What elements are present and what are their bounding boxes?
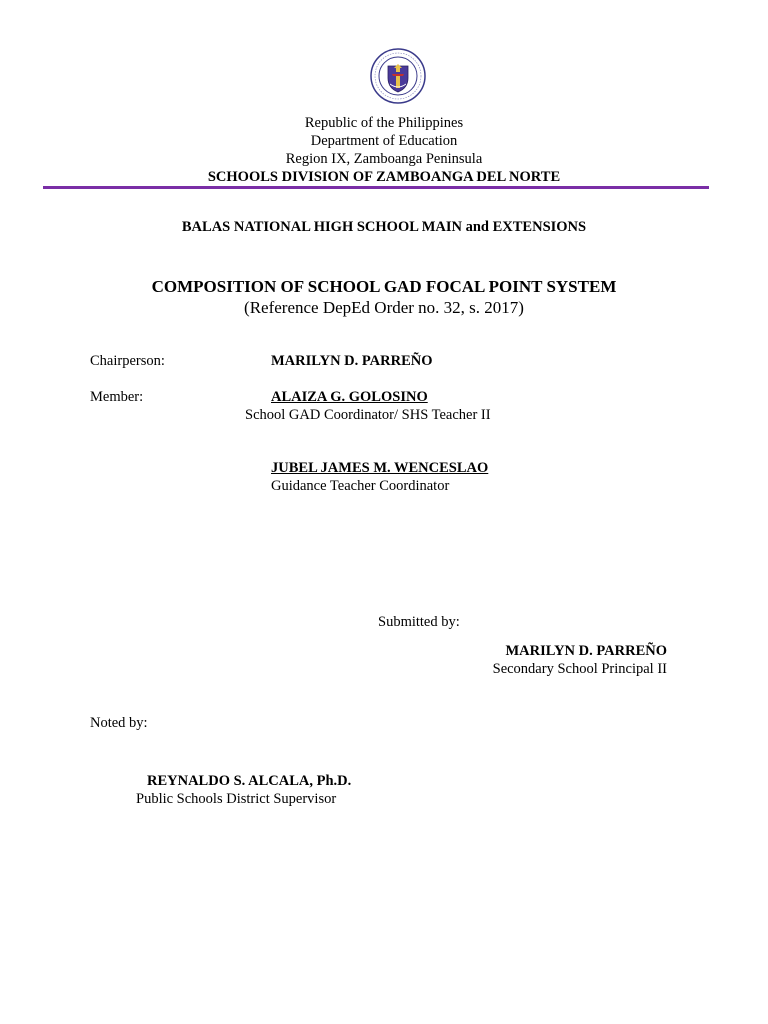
chairperson-label: Chairperson: <box>90 353 165 369</box>
school-name: BALAS NATIONAL HIGH SCHOOL MAIN and EXTENSIONS <box>181 219 587 235</box>
submitted-by-label: Submitted by: <box>378 614 460 630</box>
submitter-name: MARILYN D. PARREÑO <box>505 643 667 659</box>
member-role: Guidance Teacher Coordinator <box>271 478 450 494</box>
noted-by-label: Noted by: <box>90 715 148 731</box>
document-subtitle: (Reference DepEd Order no. 32, s. 2017) <box>244 298 524 317</box>
member-label: Member: <box>90 389 144 405</box>
header-region: Region IX, Zamboanga Peninsula <box>285 151 483 167</box>
member-name: ALAIZA G. GOLOSINO <box>271 389 428 405</box>
noter-role: Public Schools District Supervisor <box>136 791 337 807</box>
chairperson-name: MARILYN D. PARREÑO <box>271 353 433 369</box>
header-department: Department of Education <box>310 133 458 149</box>
member-name: JUBEL JAMES M. WENCESLAO <box>271 460 489 476</box>
document-title: COMPOSITION OF SCHOOL GAD FOCAL POINT SYSTEM <box>151 277 617 296</box>
header-division: SCHOOLS DIVISION OF ZAMBOANGA DEL NORTE <box>207 169 561 185</box>
member-role: School GAD Coordinator/ SHS Teacher II <box>245 407 491 423</box>
header-republic: Republic of the Philippines <box>304 115 464 131</box>
noter-name: REYNALDO S. ALCALA, Ph.D. <box>147 773 352 789</box>
header-divider <box>43 186 709 189</box>
submitter-role: Secondary School Principal II <box>492 661 667 677</box>
deped-seal-icon <box>370 48 426 104</box>
